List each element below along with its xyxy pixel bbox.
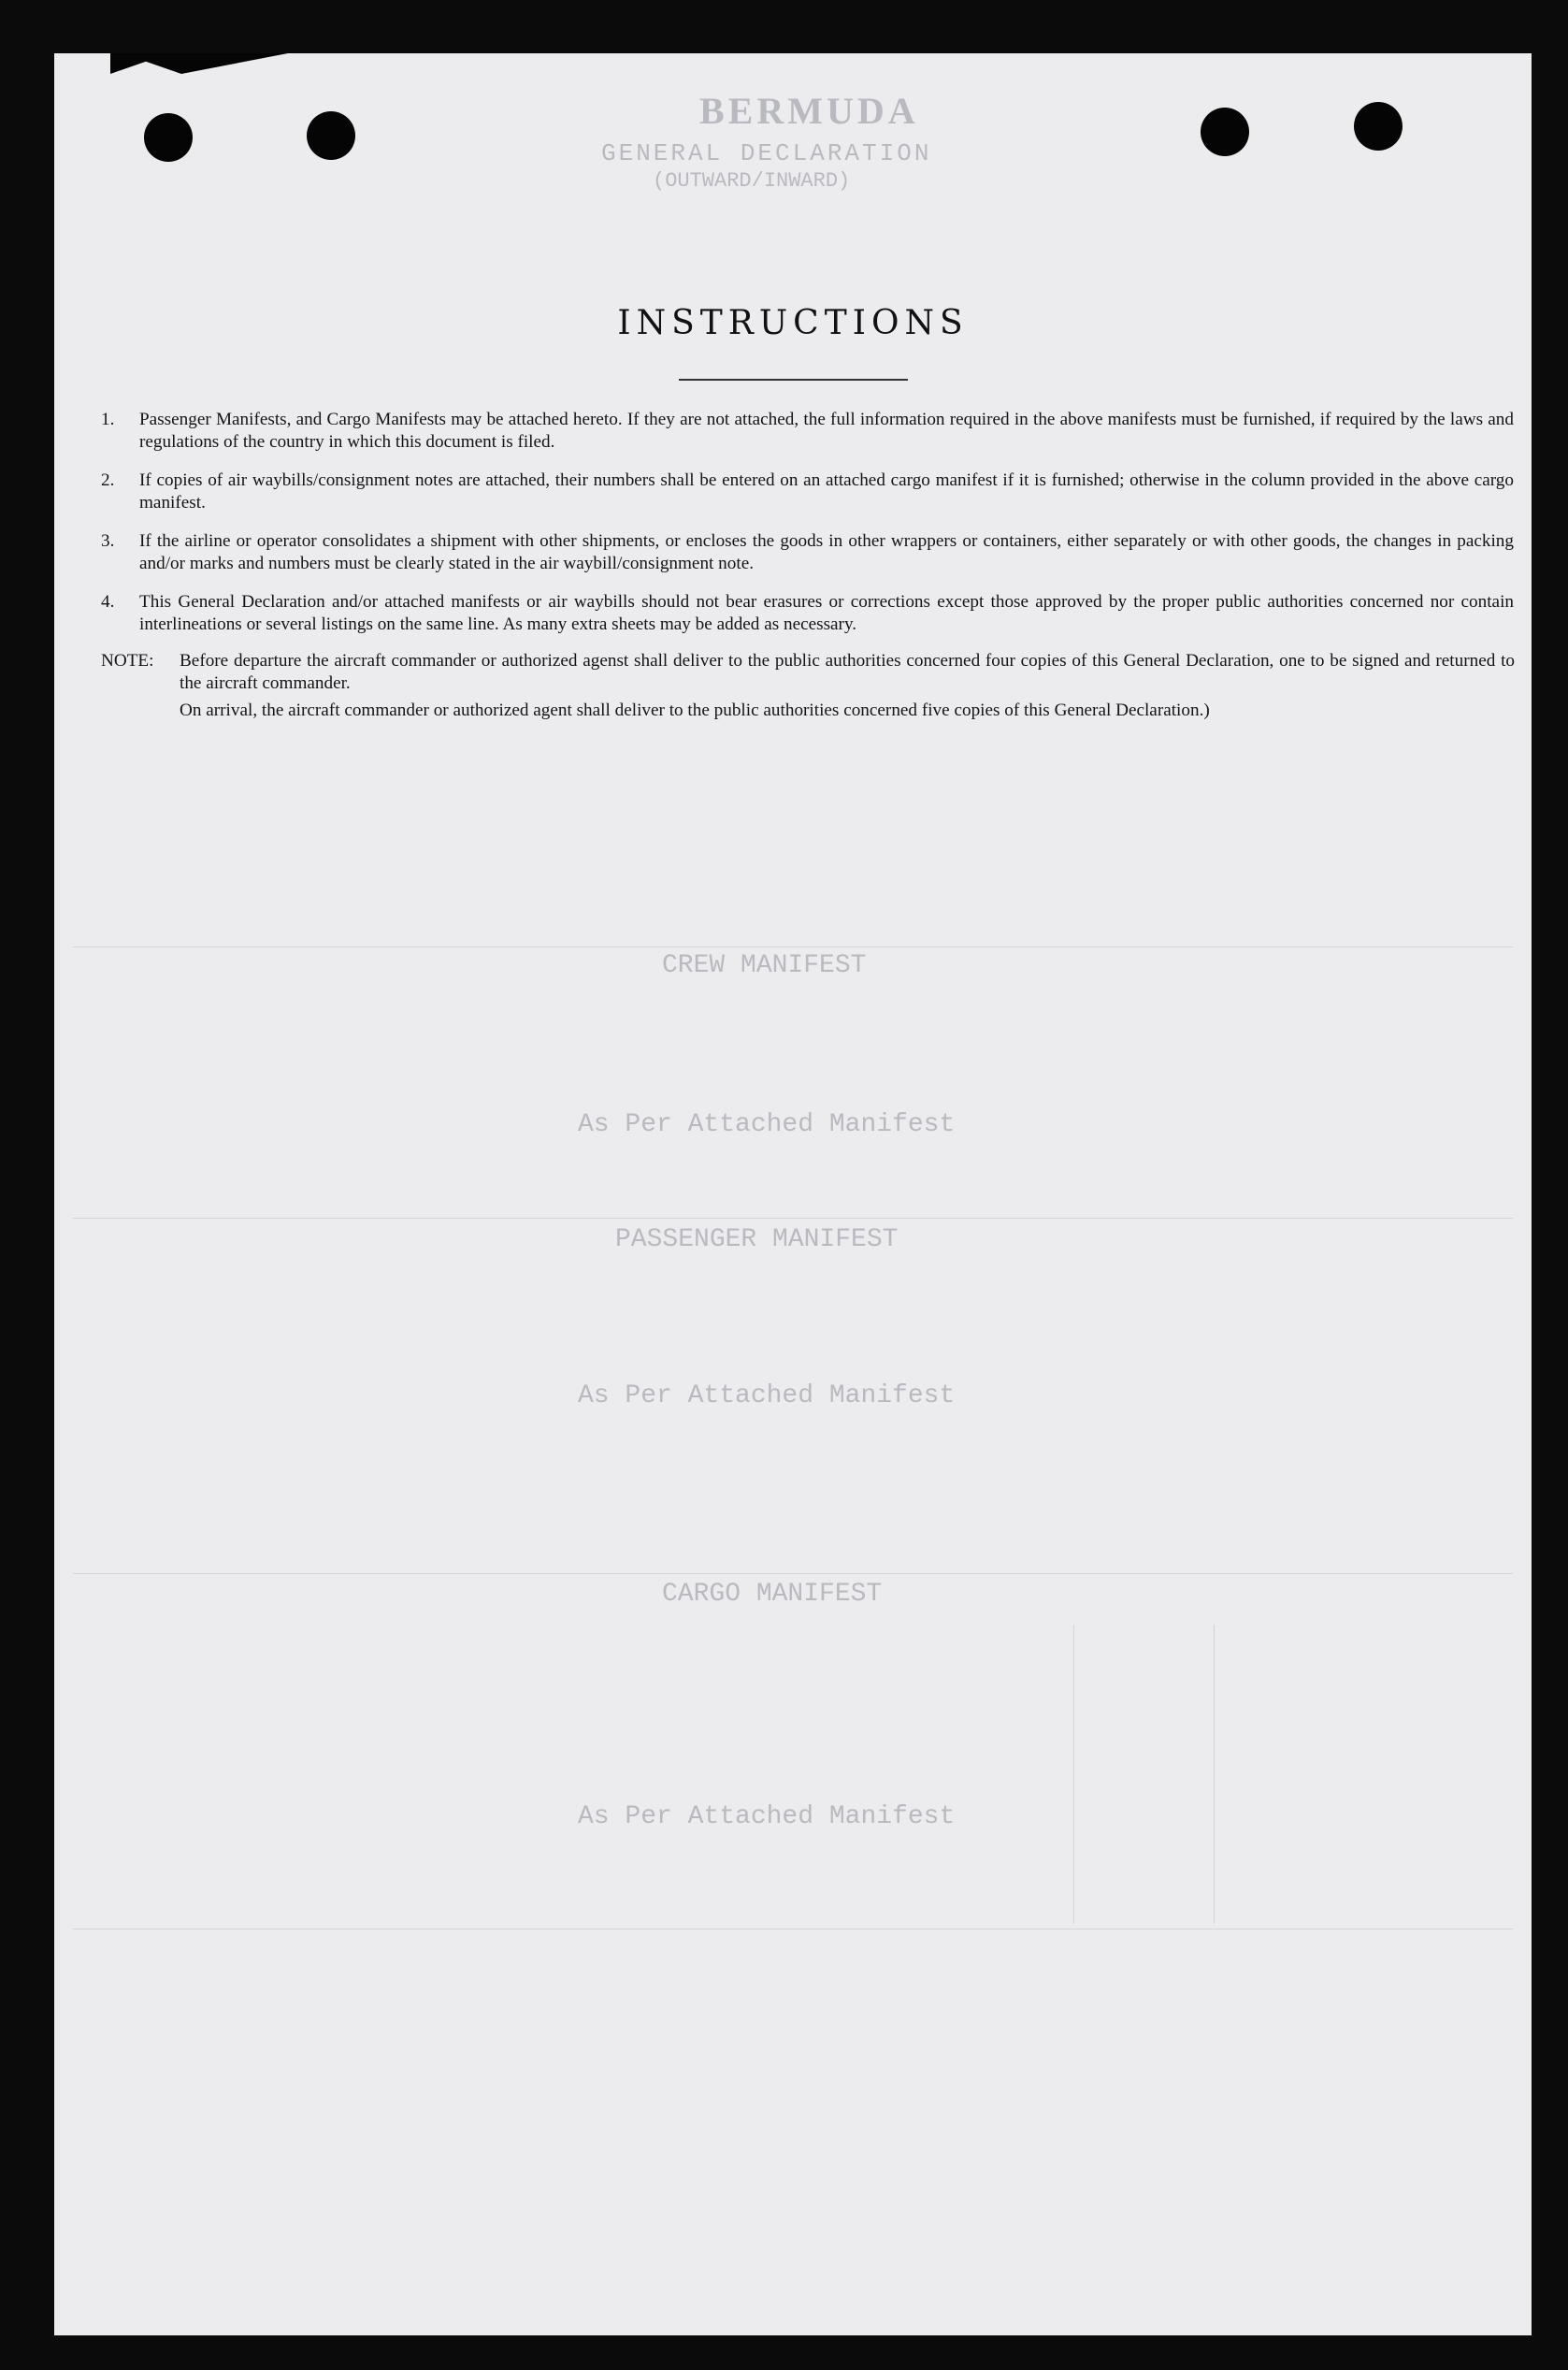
bleed-as-per-3: As Per Attached Manifest: [578, 1802, 956, 1831]
instruction-text: If copies of air waybills/consignment notes are attached, their numbers shall be entered on an attached cargo manifest if it is furnished; otherwise in the column provided in the above cargo manifest.: [139, 470, 1514, 513]
bleed-subheader: GENERAL DECLARATION: [601, 139, 932, 167]
document-page: [54, 53, 1532, 2335]
punch-hole-left: [144, 113, 193, 162]
bleed-as-per-1: As Per Attached Manifest: [578, 1110, 956, 1139]
note-text: Before departure the aircraft commander or authorized agenst shall deliver to the public authorities concerned four copies of this General Declaration, one to be signed and returned to the aircraft commander.: [180, 651, 1515, 693]
bleed-cargo-manifest: CARGO MANIFEST: [662, 1580, 883, 1609]
note-label: NOTE:: [101, 651, 154, 671]
instruction-number: 2.: [101, 470, 115, 490]
instruction-item: [101, 470, 1532, 514]
punch-hole-left-2: [307, 111, 355, 160]
instruction-item: [101, 409, 1532, 454]
bleed-passenger-manifest: PASSENGER MANIFEST: [615, 1225, 899, 1254]
instruction-item: [101, 591, 1532, 636]
bleed-header: BERMUDA: [699, 90, 919, 132]
bleed-column-rule: [1214, 1625, 1215, 1924]
bleed-rule: [73, 1218, 1513, 1219]
bleed-crew-manifest: CREW MANIFEST: [662, 951, 867, 980]
instruction-text: Passenger Manifests, and Cargo Manifests may be attached hereto. If they are not attached, the full information required in the above manifests must be furnished, if required by the laws and regulations of the country in which this document is filed.: [139, 410, 1514, 452]
punch-hole-right: [1201, 108, 1249, 156]
instruction-text: This General Declaration and/or attached manifests or air waybills should not bear erasures or corrections except those approved by the proper public authorities concerned nor contain interlineations or several listings on the same line. As many extra sheets may be added as necessary.: [139, 592, 1514, 634]
note-text-arrival: On arrival, the aircraft commander or authorized agent shall deliver to the public authorities concerned five copies of this General Declaration.): [180, 701, 1210, 720]
punch-hole-right-2: [1354, 102, 1403, 151]
instructions-list: [101, 409, 1532, 722]
note-block: [101, 650, 1532, 722]
bleed-column-rule: [1073, 1625, 1074, 1924]
instruction-number: 3.: [101, 531, 115, 551]
instruction-text: If the airline or operator consolidates a shipment with other shipments, or encloses the goods in other wrappers or containers, either separately or with other goods, the changes in packing and/or marks and numbers must be clearly stated in the air waybill/consignment note.: [139, 531, 1514, 573]
instruction-number: 4.: [101, 592, 115, 612]
bleed-as-per-2: As Per Attached Manifest: [578, 1381, 956, 1410]
title-underline: [679, 379, 908, 381]
instruction-item: [101, 530, 1532, 575]
instructions-title: INSTRUCTIONS: [617, 304, 969, 342]
bleed-direction: (OUTWARD/INWARD): [653, 169, 851, 193]
bleed-rule: [73, 1573, 1513, 1574]
torn-corner: [110, 53, 288, 74]
instruction-number: 1.: [101, 410, 115, 429]
